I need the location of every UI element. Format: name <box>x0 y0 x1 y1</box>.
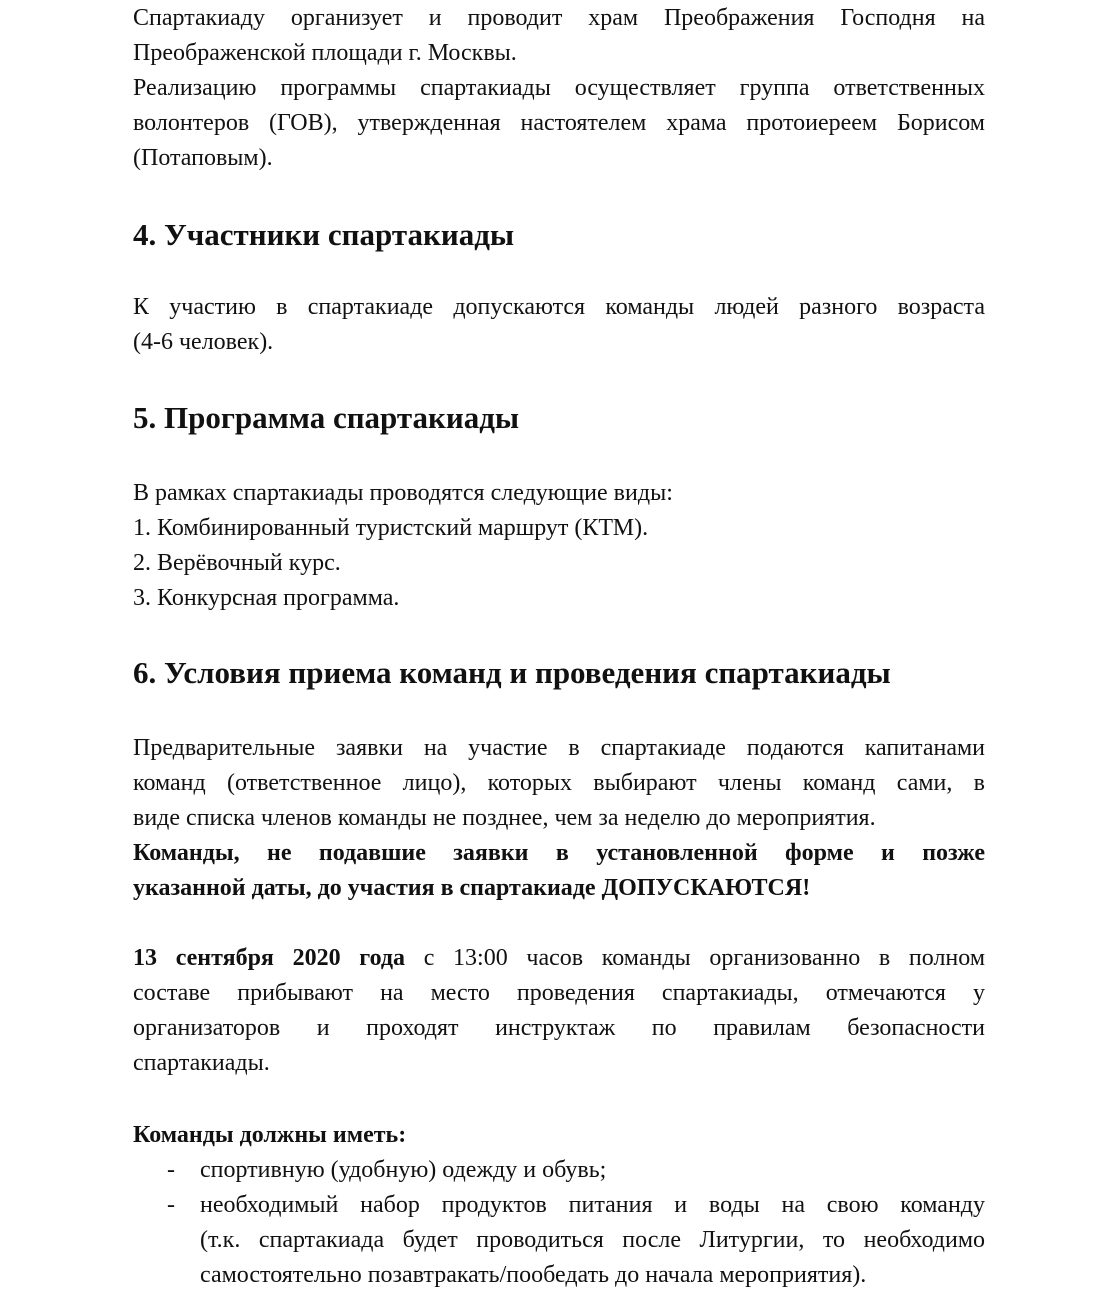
section-4-paragraph <box>133 290 985 360</box>
intro-line-5: (Потаповым). <box>133 145 273 171</box>
intro-line-4: волонтеров (ГОВ), утвержденная настоятелем храма протоиереем Борисом <box>133 110 985 136</box>
must-have-item-2-line-3: самостоятельно позавтракать/пообедать до начала мероприятия). <box>200 1262 867 1288</box>
intro-line-2: Преображенской площади г. Москвы. <box>133 40 517 66</box>
event-date: 13 сентября 2020 года <box>133 945 406 971</box>
must-have-item-2-line-2: (т.к. спартакиада будет проводиться после Литургии, то необходимо <box>200 1227 985 1253</box>
list-item <box>133 1153 985 1188</box>
list-item: 3. Конкурсная программа. <box>133 585 400 611</box>
must-have-section <box>133 1118 985 1293</box>
list-item <box>133 1188 985 1293</box>
section-6-p2-line-3: организаторов и проходят инструктаж по правилам безопасности <box>133 1015 985 1041</box>
section-5-intro: В рамках спартакиады проводятся следующие виды: <box>133 480 673 506</box>
list-item: 1. Комбинированный туристский маршрут (КТМ). <box>133 515 649 541</box>
section-4-heading <box>133 215 985 255</box>
section-4-line-2: (4-6 человек). <box>133 329 274 355</box>
section-6-p1-line-1: Предварительные заявки на участие в спартакиаде подаются капитанами <box>133 735 985 761</box>
section-6-p2-line-1 <box>133 941 985 976</box>
intro-paragraph <box>133 1 985 176</box>
section-5-list <box>133 476 985 616</box>
intro-line-3: Реализацию программы спартакиады осуществляет группа ответственных <box>133 75 985 101</box>
section-5-heading <box>133 398 985 438</box>
dash-bullet: - <box>167 1157 175 1183</box>
bold-warning-line-1: Команды, не подавшие заявки в установленной форме и позже <box>133 840 985 866</box>
dash-bullet: - <box>167 1192 175 1218</box>
section-6-heading <box>133 653 985 693</box>
bold-warning-line-2: указанной даты, до участия в спартакиаде ДОПУСКАЮТСЯ! <box>133 875 811 901</box>
must-have-heading: Команды должны иметь: <box>133 1122 407 1148</box>
intro-line-1: Спартакиаду организует и проводит храм Преображения Господня на <box>133 5 985 31</box>
section-6-p1-line-2: команд (ответственное лицо), которых выбирают члены команд сами, в <box>133 770 985 796</box>
section-6-p2-line-2: составе прибывают на место проведения спартакиады, отмечаются у <box>133 980 985 1006</box>
section-6-p1-line-3: виде списка членов команды не позднее, чем за неделю до мероприятия. <box>133 805 876 831</box>
section-6-p2-line-1-rest: с 13:00 часов команды организованно в полном <box>423 945 985 971</box>
section-6-title: 6. Условия приема команд и проведения спартакиады <box>133 655 891 690</box>
must-have-item-1-line-1: спортивную (удобную) одежду и обувь; <box>200 1157 607 1183</box>
section-6-paragraph-2 <box>133 941 985 1081</box>
section-5-title: 5. Программа спартакиады <box>133 400 520 435</box>
list-item: 2. Верёвочный курс. <box>133 550 341 576</box>
section-4-line-1: К участию в спартакиаде допускаются команды людей разного возраста <box>133 294 985 320</box>
must-have-item-2-line-1: необходимый набор продуктов питания и воды на свою команду <box>200 1192 985 1218</box>
section-4-title: 4. Участники спартакиады <box>133 217 515 252</box>
section-6-p2-line-4: спартакиады. <box>133 1050 270 1076</box>
section-6-paragraph-1 <box>133 731 985 906</box>
